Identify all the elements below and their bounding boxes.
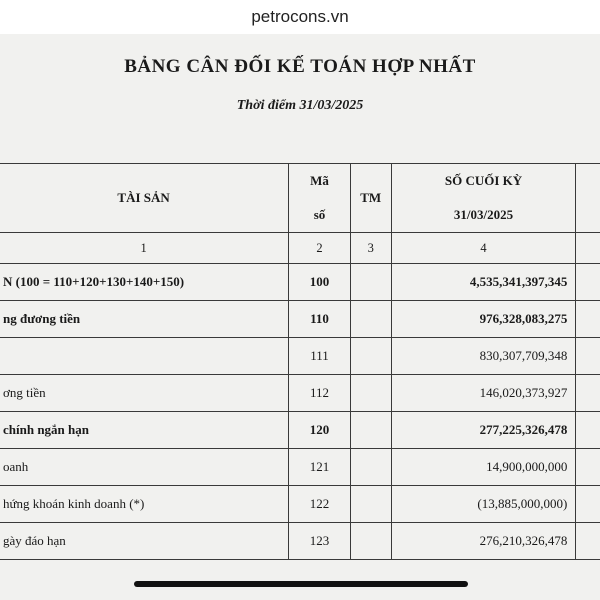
table-row <box>0 338 600 375</box>
row-tm <box>350 338 391 375</box>
row-name <box>0 338 289 375</box>
row-name: gày đáo hạn <box>0 523 289 560</box>
column-number: 4 <box>391 233 576 264</box>
row-value: 4,535,341,397,345 <box>391 264 576 301</box>
column-number: 3 <box>350 233 391 264</box>
table-row <box>0 264 600 301</box>
row-value: 830,307,709,348 <box>391 338 576 375</box>
row-code: 122 <box>289 486 351 523</box>
table-row <box>0 375 600 412</box>
table-row <box>0 449 600 486</box>
document-title: BẢNG CÂN ĐỐI KẾ TOÁN HỢP NHẤT <box>124 56 476 77</box>
table-header-row <box>0 164 600 233</box>
home-indicator-bar[interactable] <box>134 581 468 587</box>
row-code: 120 <box>289 412 351 449</box>
row-code: 100 <box>289 264 351 301</box>
row-value: 976,328,083,275 <box>391 301 576 338</box>
row-name: hứng khoán kinh doanh (*) <box>0 486 289 523</box>
table-row <box>0 412 600 449</box>
row-code: 112 <box>289 375 351 412</box>
header-tm: TM <box>350 164 391 233</box>
row-tm <box>350 523 391 560</box>
row-value: 14,900,000,000 <box>391 449 576 486</box>
row-name: ơng tiền <box>0 375 289 412</box>
browser-address-bar[interactable] <box>0 0 600 34</box>
row-value: 276,210,326,478 <box>391 523 576 560</box>
document-subtitle: Thời điểm 31/03/2025 <box>236 98 364 113</box>
table-row <box>0 301 600 338</box>
row-tm <box>350 375 391 412</box>
row-tm <box>350 449 391 486</box>
row-value: (13,885,000,000) <box>391 486 576 523</box>
header-assets: TÀI SẢN <box>0 164 289 233</box>
table-row <box>0 486 600 523</box>
row-name: ng đương tiền <box>0 301 289 338</box>
row-tm <box>350 264 391 301</box>
row-value: 146,020,373,927 <box>391 375 576 412</box>
balance-sheet-table <box>0 163 600 560</box>
column-number: 1 <box>0 233 289 264</box>
header-code-line1: Mã <box>310 173 329 188</box>
row-name: chính ngắn hạn <box>0 412 289 449</box>
column-number: 2 <box>289 233 351 264</box>
row-tm <box>350 301 391 338</box>
header-extra <box>576 164 600 233</box>
row-value: 277,225,326,478 <box>391 412 576 449</box>
header-closing-balance <box>391 164 576 233</box>
row-name: oanh <box>0 449 289 486</box>
header-code <box>289 164 351 233</box>
row-code: 121 <box>289 449 351 486</box>
row-tm <box>350 412 391 449</box>
row-code: 110 <box>289 301 351 338</box>
row-code: 111 <box>289 338 351 375</box>
column-number-row <box>0 233 600 264</box>
row-tm <box>350 486 391 523</box>
header-value-line1: SỐ CUỐI KỲ <box>444 173 523 188</box>
table-body <box>0 264 600 560</box>
row-code: 123 <box>289 523 351 560</box>
header-code-line2: số <box>313 207 326 222</box>
row-name: N (100 = 110+120+130+140+150) <box>0 264 289 301</box>
table-row <box>0 523 600 560</box>
site-url[interactable]: petrocons.vn <box>251 7 349 26</box>
header-value-line2: 31/03/2025 <box>453 207 514 222</box>
